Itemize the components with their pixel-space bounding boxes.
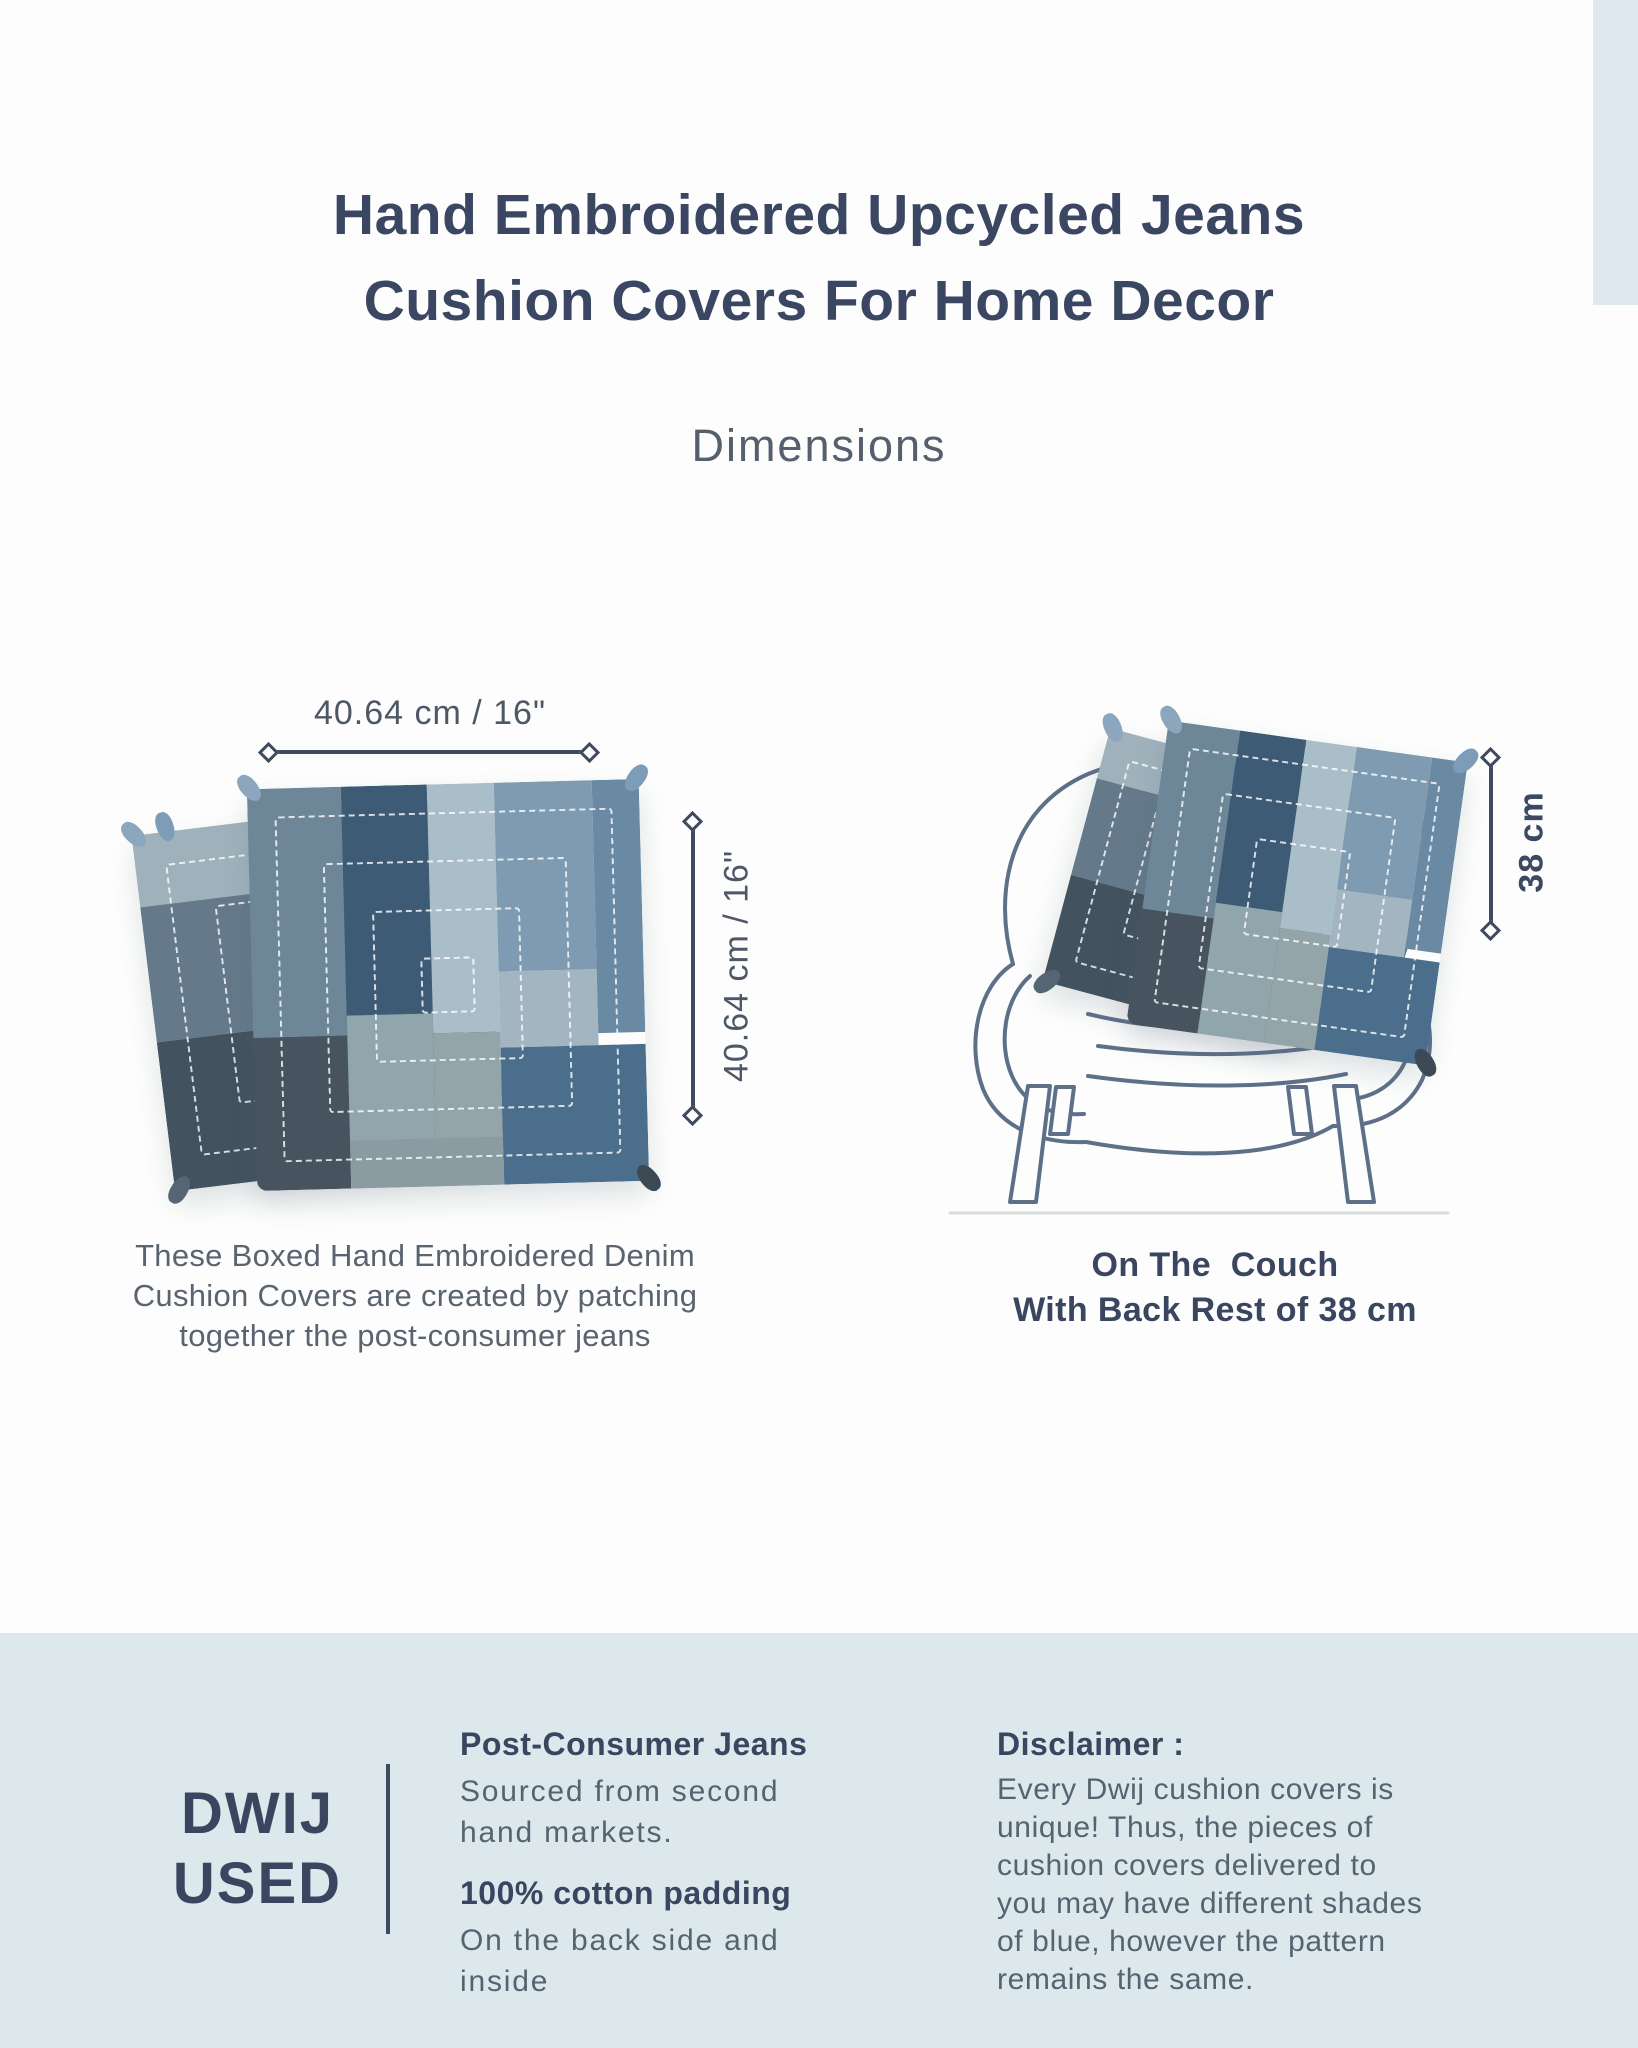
material-description: On the back side and inside xyxy=(460,1924,780,1998)
material-item xyxy=(460,1726,828,1853)
footer-band xyxy=(0,1633,1638,2048)
stitch-line xyxy=(420,956,476,1014)
disclaimer-title: Disclaimer : xyxy=(997,1726,1185,1762)
stitch-line xyxy=(1242,838,1351,948)
page-title-line2: Cushion Covers For Home Decor xyxy=(363,269,1275,333)
dimensions-heading: Dimensions xyxy=(691,420,947,471)
backrest-dimension-line xyxy=(1489,757,1493,928)
brand-line2: USED xyxy=(172,1851,343,1916)
diamond-endpoint-icon xyxy=(579,742,600,763)
vertical-divider xyxy=(386,1764,390,1934)
cushion-fabric xyxy=(247,779,649,1191)
backrest-height-label: 38 cm xyxy=(1512,791,1551,893)
cushion-height-label: 40.64 cm / 16" xyxy=(717,849,756,1083)
materials-column xyxy=(460,1726,828,2024)
cushion-caption-line3: together the post-consumer jeans xyxy=(179,1318,651,1353)
diamond-endpoint-icon xyxy=(258,742,279,763)
brand-line1: DWIJ xyxy=(181,1781,334,1846)
couch-caption-line1: On The Couch xyxy=(1091,1246,1339,1284)
diamond-endpoint-icon xyxy=(1480,920,1501,941)
material-item xyxy=(460,1875,828,2002)
cushion-fabric xyxy=(1126,720,1468,1065)
disclaimer-column xyxy=(997,1726,1429,1999)
cushion-photo xyxy=(140,772,715,1202)
material-title: 100% cotton padding xyxy=(460,1875,792,1911)
material-title: Post-Consumer Jeans xyxy=(460,1726,808,1762)
height-dimension-line xyxy=(691,821,695,1113)
couch-caption xyxy=(965,1243,1465,1333)
cushion-caption-line1: These Boxed Hand Embroidered Denim xyxy=(135,1238,695,1273)
cushion-width-label: 40.64 cm / 16" xyxy=(313,694,547,732)
diamond-endpoint-icon xyxy=(1480,747,1501,768)
couch-front-cushion xyxy=(1126,720,1468,1065)
page-title-line1: Hand Embroidered Upcycled Jeans xyxy=(332,183,1306,247)
cushion-caption-line2: Cushion Covers are created by patching xyxy=(132,1278,698,1313)
brand-label xyxy=(140,1779,375,1919)
page-title xyxy=(0,172,1638,344)
material-description: Sourced from second hand markets. xyxy=(460,1775,780,1849)
cushion-caption xyxy=(110,1236,720,1356)
width-dimension-line xyxy=(268,750,589,754)
front-cushion xyxy=(247,779,649,1191)
disclaimer-text: Every Dwij cushion covers is unique! Thus, the pieces of cushion covers delivered to you may have different shades of blue, however the pattern remains the same. xyxy=(997,1773,1423,1996)
couch-caption-line2: With Back Rest of 38 cm xyxy=(1013,1291,1417,1329)
